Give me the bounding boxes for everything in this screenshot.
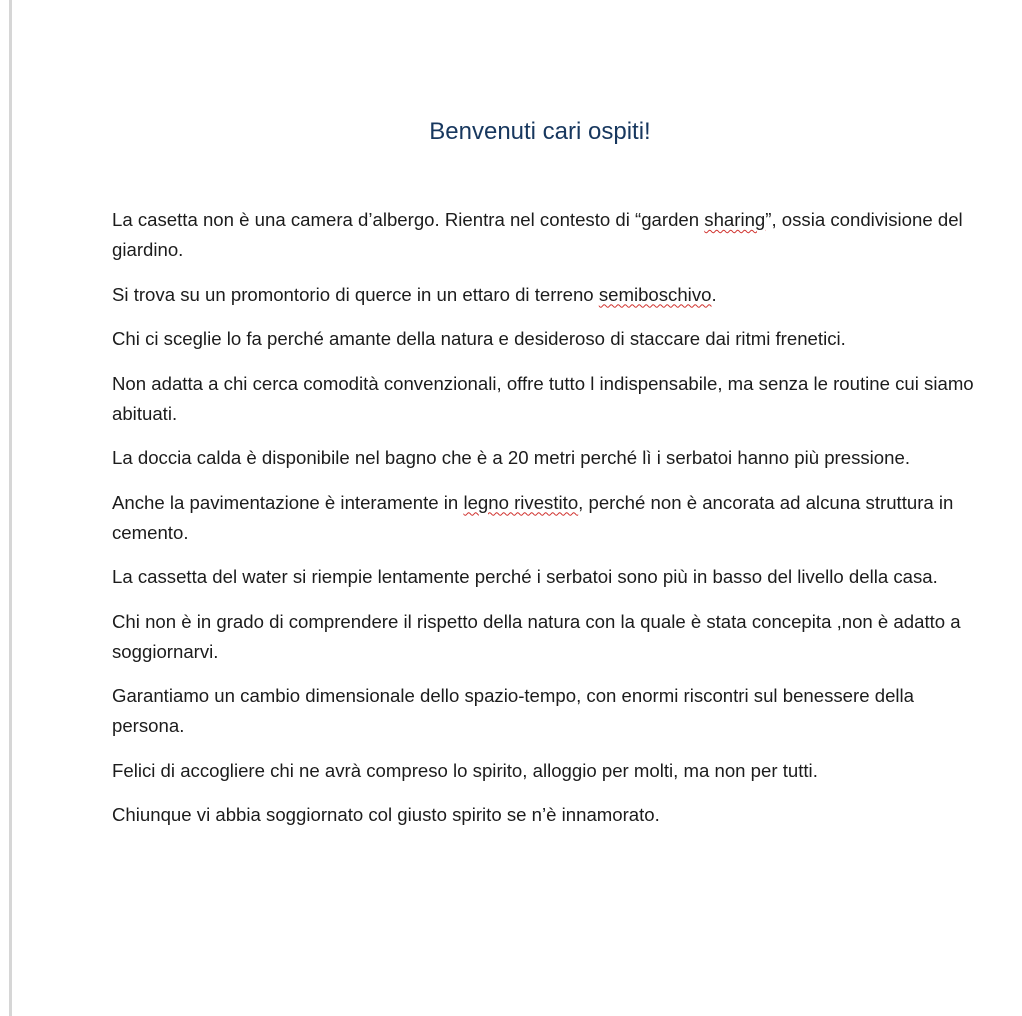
paragraph-spazio-tempo: Garantiamo un cambio dimensionale dello spazio-tempo, con enormi riscontri sul benessere della persona. (112, 685, 915, 736)
paragraph-natura: Chi ci sceglie lo fa perché amante della natura e desideroso di staccare dai ritmi frenetici. (112, 328, 846, 349)
spellcheck-word-semiboschivo: semiboschivo (598, 283, 712, 305)
spellcheck-word-sharing: sharing (704, 209, 766, 230)
paragraph-doccia: La doccia calda è disponibile nel bagno che è a 20 metri perché lì i serbatoi hanno più pressione. (112, 447, 910, 468)
paragraph-garden-sharing: La casetta non è una camera d’albergo. Rientra nel contesto di “garden sharing”, ossia condivisione del giardino. (112, 209, 963, 260)
document-title: Benvenuti cari ospiti! (429, 118, 651, 145)
paragraph-comodita: Non adatta a chi cerca comodità convenzionali, offre tutto l indispensabile, ma senza le routine cui siamo abituati. (112, 372, 974, 424)
document-page[interactable] (12, 0, 1022, 1016)
paragraph-pavimentazione: Anche la pavimentazione è interamente in legno rivestito, perché non è ancorata ad alcuna struttura in cemento. (112, 491, 954, 543)
paragraph-innamorato: Chiunque vi abbia soggiornato col giusto spirito se n’è innamorato. (112, 804, 660, 825)
paragraph-accogliere: Felici di accogliere chi ne avrà compreso lo spirito, alloggio per molti, ma non per tutti. (112, 759, 818, 781)
spellcheck-word-legno-rivestito: legno rivestito (463, 491, 579, 513)
paragraph-promontorio: Si trova su un promontorio di querce in un ettaro di terreno semiboschivo. (112, 283, 717, 305)
paragraph-rispetto: Chi non è in grado di comprendere il rispetto della natura con la quale è stata concepita ,non è adatto a soggiornarvi. (112, 610, 961, 662)
paragraph-cassetta-water: La cassetta del water si riempie lentamente perché i serbatoi sono più in basso del livello della casa. (112, 566, 938, 587)
document-body (112, 205, 982, 845)
